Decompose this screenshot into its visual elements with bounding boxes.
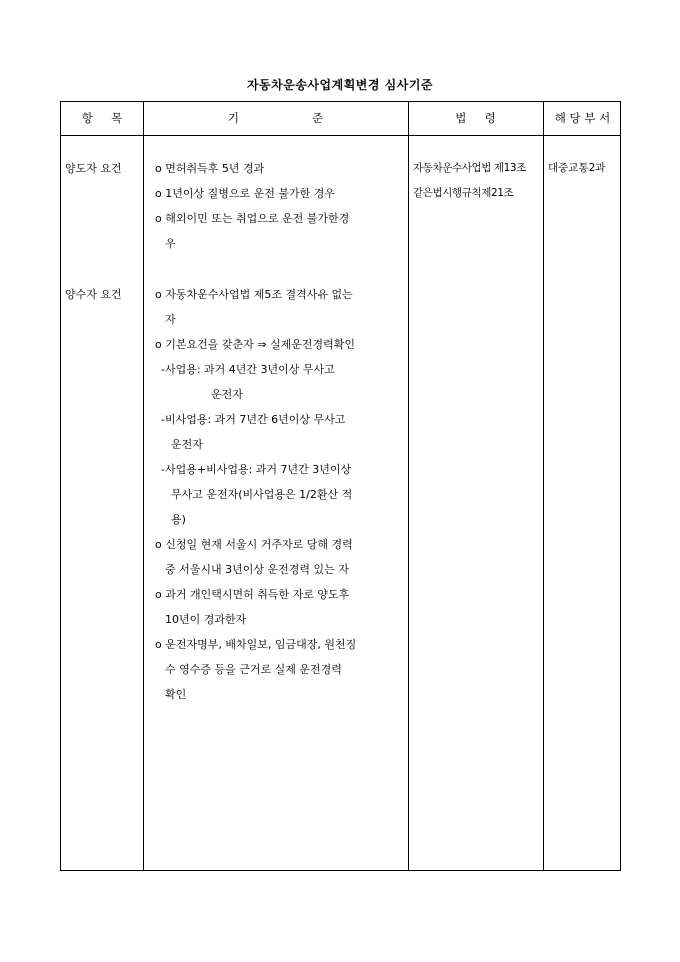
criteria-line: o 면허취득후 5년 경과 — [155, 162, 265, 175]
criteria-line: o 자동차운수사업법 제5조 결격사유 없는 — [155, 288, 353, 301]
criteria-line: o 운전자명부, 배차일보, 임금대장, 원천징 — [155, 638, 357, 651]
criteria-line: o 기본요건을 갖춘자 ⇒ 실제운전경력확인 — [155, 338, 355, 351]
criteria-line: 운전자 — [171, 438, 203, 451]
column-divider — [408, 102, 409, 870]
header-divider — [61, 135, 620, 136]
criteria-line: 운전자 — [211, 388, 243, 401]
department: 대중교통2과 — [548, 162, 606, 174]
criteria-line: 무사고 운전자(비사업용은 1/2환산 적 — [171, 488, 353, 501]
criteria-line: 확인 — [165, 688, 187, 701]
criteria-table — [60, 101, 621, 871]
header-criteria: 기 준 — [227, 111, 324, 125]
criteria-line: -사업용: 과거 4년간 3년이상 무사고 — [161, 363, 335, 376]
header-item: 항 목 — [81, 111, 123, 125]
header-dept: 해 당 부 서 — [554, 111, 611, 125]
criteria-line: 용) — [171, 513, 186, 526]
law-reference — [413, 156, 526, 206]
page-title: 자동차운송사업계획변경 심사기준 — [246, 78, 434, 92]
transferor-criteria — [155, 156, 349, 256]
item-transferor: 양도자 요건 — [65, 162, 122, 175]
criteria-line: o 과거 개인택시면허 취득한 자로 양도후 — [155, 588, 350, 601]
column-divider — [143, 102, 144, 870]
criteria-line: o 해외이민 또는 취업으로 운전 불가한경 — [155, 212, 350, 225]
criteria-line: 자 — [165, 313, 176, 326]
criteria-line: -비사업용: 과거 7년간 6년이상 무사고 — [161, 413, 346, 426]
criteria-line: 수 영수증 등을 근거로 실제 운전경력 — [165, 663, 342, 676]
header-law: 법 령 — [455, 111, 496, 125]
item-transferee: 양수자 요건 — [65, 288, 122, 301]
criteria-line: -사업용+비사업용: 과거 7년간 3년이상 — [161, 463, 352, 476]
criteria-line: o 신청일 현재 서울시 거주자로 당해 경력 — [155, 538, 353, 551]
law-line: 자동차운수사업법 제13조 — [413, 162, 526, 174]
criteria-line: o 1년이상 질병으로 운전 불가한 경우 — [155, 187, 335, 200]
law-line: 같은법시행규칙제21조 — [413, 187, 514, 199]
criteria-line: 우 — [165, 237, 176, 250]
column-divider — [543, 102, 544, 870]
criteria-line: 중 서울시내 3년이상 운전경력 있는 자 — [165, 563, 349, 576]
transferee-criteria — [155, 282, 356, 707]
criteria-line: 10년이 경과한자 — [165, 613, 247, 626]
